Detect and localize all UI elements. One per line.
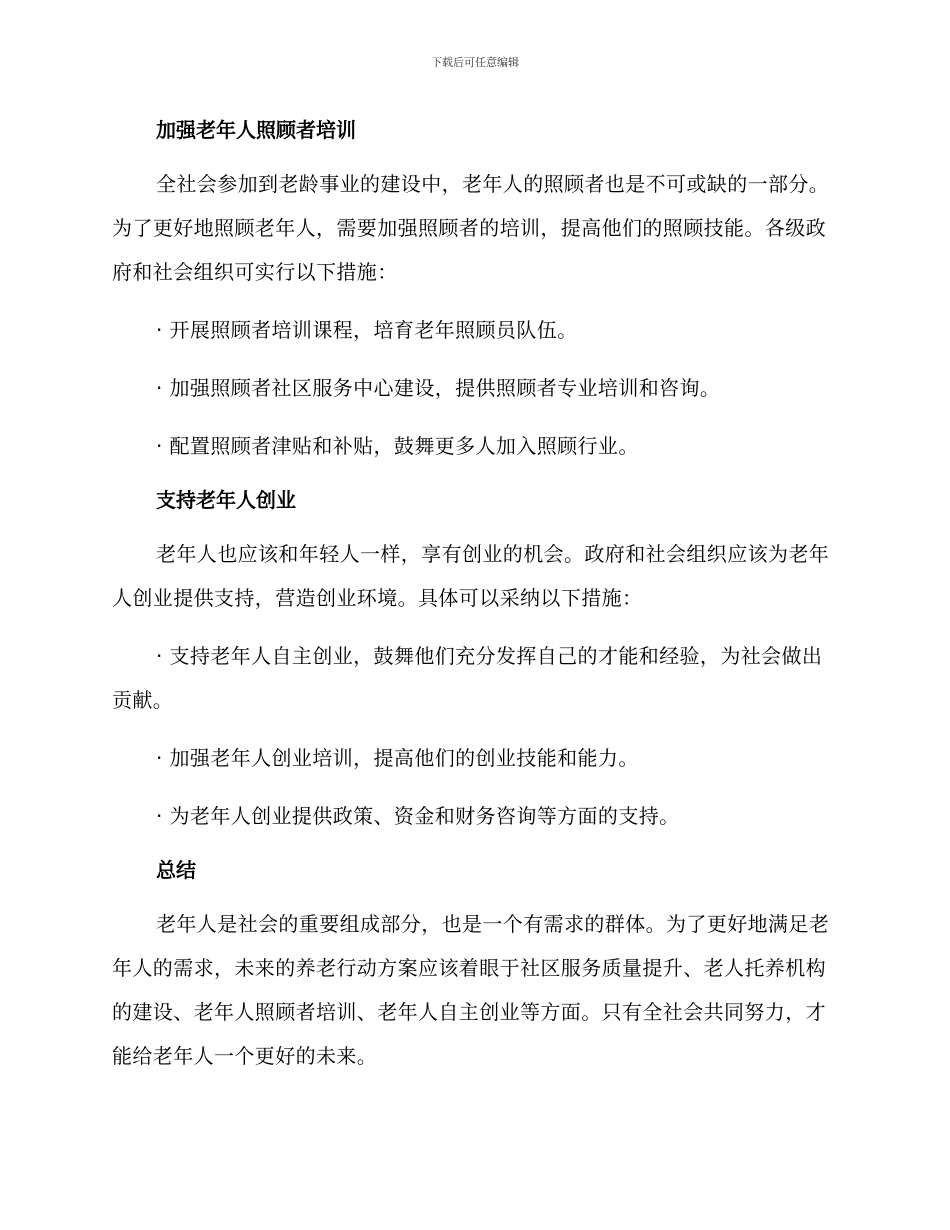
bullet-item: · 加强老年人创业培训，提高他们的创业技能和能力。	[156, 746, 639, 770]
section-heading-summary: 总结	[156, 858, 196, 882]
header-note: 下载后可任意编辑	[431, 56, 519, 69]
section-paragraph-summary: 老年人是社会的重要组成部分，也是一个有需求的群体。为了更好地满足老年人的需求，未来的养老行动方案应该着眼于社区服务质量提升、老人托养机构的建设、老年人照顾者培训、老年人自主创业等方面。只有全社会共同努力，才能给老年人一个更好的未来。	[112, 912, 830, 1068]
section-paragraph-elder-entrepreneurship: 老年人也应该和年轻人一样，享有创业的机会。政府和社会组织应该为老年人创业提供支持，营造创业环境。具体可以采纳以下措施：	[112, 542, 830, 610]
bullet-item: · 为老年人创业提供政策、资金和财务咨询等方面的支持。	[156, 804, 680, 828]
section-paragraph-caregiver-training: 全社会参加到老龄事业的建设中，老年人的照顾者也是不可或缺的一部分。为了更好地照顾老年人，需要加强照顾者的培训，提高他们的照顾技能。各级政府和社会组织可实行以下措施：	[112, 172, 830, 284]
bullet-item: · 支持老年人自主创业，鼓舞他们充分发挥自己的才能和经验，为社会做出贡献。	[112, 644, 823, 712]
section-heading-elder-entrepreneurship: 支持老年人创业	[156, 488, 296, 512]
section-heading-caregiver-training: 加强老年人照顾者培训	[156, 118, 356, 142]
bullet-item: · 配置照顾者津贴和补贴，鼓舞更多人加入照顾行业。	[156, 434, 639, 458]
bullet-item: · 开展照顾者培训课程，培育老年照顾员队伍。	[156, 318, 578, 342]
document-body	[112, 112, 832, 1078]
bullet-item: · 加强照顾者社区服务中心建设，提供照顾者专业培训和咨询。	[156, 376, 721, 400]
